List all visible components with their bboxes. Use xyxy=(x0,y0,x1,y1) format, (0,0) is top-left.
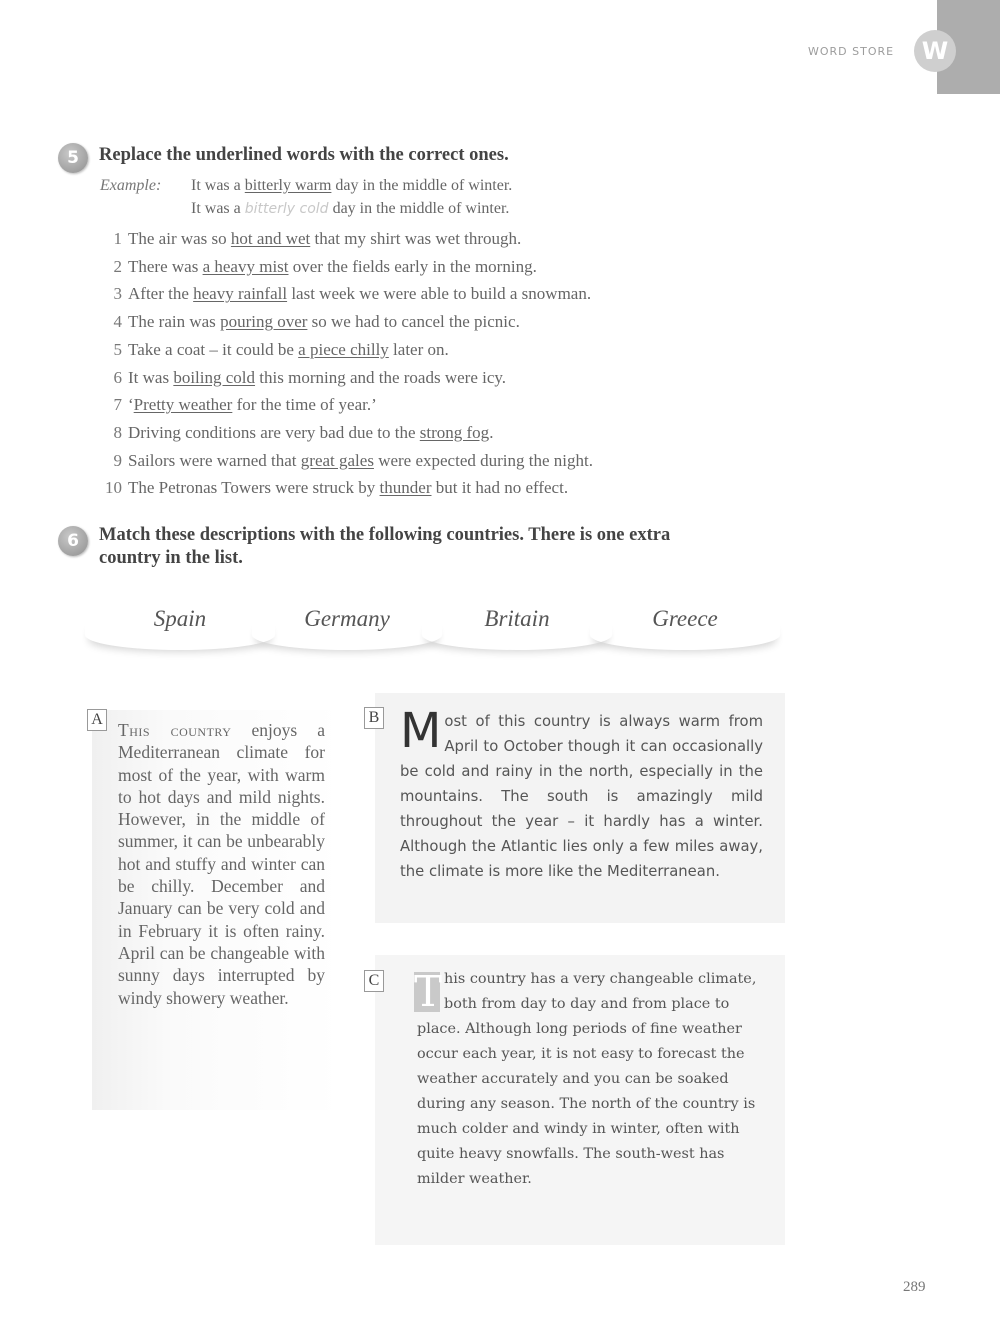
title-line: country in the list. xyxy=(99,548,243,568)
drop-cap: M xyxy=(400,703,442,759)
text: The rain was xyxy=(128,312,221,332)
word-store-badge-icon: W xyxy=(914,30,956,72)
text: but it had no effect. xyxy=(431,478,569,498)
exercise-item xyxy=(96,312,520,332)
exercise-item xyxy=(96,340,449,360)
underlined-phrase: a heavy mist xyxy=(202,256,289,276)
item-number: 8 xyxy=(113,422,122,442)
text: It was xyxy=(128,367,174,387)
underlined-phrase: a piece chilly xyxy=(298,339,389,359)
text: that my shirt was wet through. xyxy=(310,229,522,248)
text: The air was so xyxy=(128,229,231,248)
text: day in the middle of winter. xyxy=(331,177,513,194)
section-label: WORD STORE xyxy=(808,45,895,58)
underlined-phrase: strong fog xyxy=(419,422,490,442)
country-option: Spain xyxy=(85,600,275,650)
country-option: Germany xyxy=(252,600,442,650)
country-option: Britain xyxy=(422,600,612,650)
example-label: Example: xyxy=(100,177,162,194)
exercise-item xyxy=(96,451,593,471)
item-number: 1 xyxy=(113,229,122,248)
text: over the fields early in the morning. xyxy=(288,256,537,276)
exercise-item xyxy=(96,368,506,388)
item-number: 10 xyxy=(105,478,122,498)
page-number: 289 xyxy=(903,1279,926,1295)
underlined-phrase: bitterly warm xyxy=(244,177,332,194)
text: . xyxy=(489,422,494,442)
body-text: ost of this country is always warm from April to October though it can occasionally be cold and rainy in the north, especially in the mountains. The south is amazingly mild throughout the year – it hardly has a winter. Although the Atlantic lies only a few miles away, the climate is more like the Mediterranean. xyxy=(400,713,763,880)
text: were expected during the night. xyxy=(373,450,593,470)
item-number: 9 xyxy=(113,450,122,470)
text: ‘ xyxy=(128,395,134,415)
exercise-item xyxy=(96,395,377,415)
exercise-title xyxy=(99,524,670,570)
body-text: enjoys a Mediterranean climate for most of the year, with warm to hot days and mild nights. However, in the middle of summer, it can be unbearably hot and stuffy and winter can be chilly. December and January can be very cold and in February it is often rainy. April can be changeable with sunny days interrupted by windy showery weather. xyxy=(118,720,325,1008)
item-number: 2 xyxy=(113,256,122,276)
body-text: his country has a very changeable climate, both from day to day and from place to place. Although long periods of fine weather occur each year, it is not easy to forecast the weather accurately and you can be soaked during any season. The north of the country is much colder and windy in winter, often with quite heavy snowfalls. The south-west has milder weather. xyxy=(417,971,757,1187)
example-answer-sentence xyxy=(191,200,509,218)
text: The Petronas Towers were struck by xyxy=(128,478,380,498)
underlined-phrase: pouring over xyxy=(220,312,308,332)
exercise-title: Replace the underlined words with the correct ones. xyxy=(99,145,509,165)
text: It was a xyxy=(191,200,245,217)
example-sentence xyxy=(191,177,512,195)
item-number: 5 xyxy=(113,339,122,359)
description-text-a xyxy=(118,719,325,1009)
exercise-number-badge: 5 xyxy=(58,143,88,173)
text: Take a coat – it could be xyxy=(128,339,299,359)
item-number: 3 xyxy=(113,284,122,304)
exercise-number-badge: 6 xyxy=(58,526,88,556)
exercise-item xyxy=(96,284,591,304)
text: Sailors were warned that xyxy=(128,450,301,470)
description-letter: A xyxy=(87,709,107,731)
underlined-phrase: heavy rainfall xyxy=(193,284,288,304)
underlined-phrase: boiling cold xyxy=(173,367,256,387)
item-number: 7 xyxy=(113,395,122,415)
country-option: Greece xyxy=(590,600,780,650)
description-text-c xyxy=(414,967,767,1192)
text: this morning and the roads were icy. xyxy=(255,367,507,387)
title-line: Match these descriptions with the following countries. There is one extra xyxy=(99,525,671,545)
example-answer: bitterly cold xyxy=(244,201,329,217)
exercise-item xyxy=(96,257,537,277)
underlined-phrase: Pretty weather xyxy=(133,395,233,415)
description-letter: C xyxy=(364,970,384,992)
text: Driving conditions are very bad due to the xyxy=(128,422,420,442)
exercise-item xyxy=(90,478,568,498)
item-number: 4 xyxy=(113,312,122,332)
underlined-phrase: hot and wet xyxy=(230,229,311,248)
underlined-phrase: thunder xyxy=(379,478,432,498)
lead-in: This country xyxy=(118,720,232,740)
text: later on. xyxy=(388,339,449,359)
underlined-phrase: great gales xyxy=(300,450,374,470)
text: After the xyxy=(128,284,194,304)
description-letter: B xyxy=(364,707,384,729)
text: so we had to cancel the picnic. xyxy=(307,312,520,332)
item-number: 6 xyxy=(113,367,122,387)
text: last week we were able to build a snowman. xyxy=(287,284,592,304)
text: It was a xyxy=(191,177,245,194)
description-text-b xyxy=(400,703,763,884)
exercise-item xyxy=(96,229,521,249)
exercise-item xyxy=(96,423,493,443)
text: There was xyxy=(128,256,203,276)
text: day in the middle of winter. xyxy=(328,200,510,217)
text: for the time of year.’ xyxy=(232,395,377,415)
drop-cap: T xyxy=(414,967,443,1016)
